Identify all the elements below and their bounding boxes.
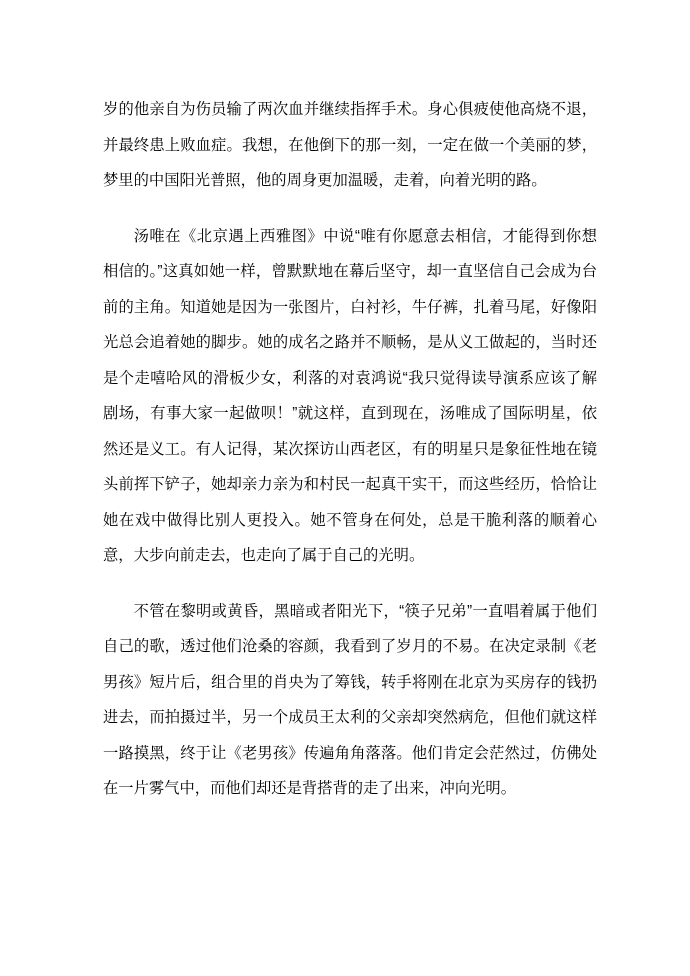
paragraph: 汤唯在《北京遇上西雅图》中说“唯有你愿意去相信，才能得到你想相信的。”这真如她一样，曾默默地在幕后坚守，却一直坚信自己会成为台前的主角。知道她是因为一张图片，白衬衫，牛仔裤，扎着马尾，好像阳光总会追着她的脚步。她的成名之路并不顺畅，是从义工做起的，当时还是个走嘻哈风的滑板少女，利落的对袁鸿说“我只觉得读导演系应该了解剧场，有事大家一起做呗！”就这样，直到现在，汤唯成了国际明星，依然还是义工。有人记得，某次探访山西老区，有的明星只是象征性地在镜头前挥下铲子，她却亲力亲为和村民一起真干实干，而这些经历，恰恰让她在戏中做得比别人更投入。她不管身在何处，总是干脆利落的顺着心意，大步向前走去，也走向了属于自己的光明。 (103, 227, 597, 564)
paragraph: 不管在黎明或黄昏，黑暗或者阳光下，“筷子兄弟”一直唱着属于他们自己的歌，透过他们沧桑的容颜，我看到了岁月的不易。在决定录制《老男孩》短片后，组合里的肖央为了筹钱，转手将刚在北京为买房存的钱扔进去，而拍摄过半，另一个成员王太利的父亲却突然病危，但他们就这样一路摸黑，终于让《老男孩》传遍角角落落。他们肯定会茫然过，仿佛处在一片雾气中，而他们却还是背搭背的走了出来，冲向光明。 (103, 602, 597, 797)
paragraph: 岁的他亲自为伤员输了两次血并继续指挥手术。身心俱疲使他高烧不退，并最终患上败血症。我想，在他倒下的那一刻，一定在做一个美丽的梦，梦里的中国阳光普照，他的周身更加温暖，走着，向着光明的路。 (103, 101, 597, 189)
document-text-body (103, 92, 597, 827)
